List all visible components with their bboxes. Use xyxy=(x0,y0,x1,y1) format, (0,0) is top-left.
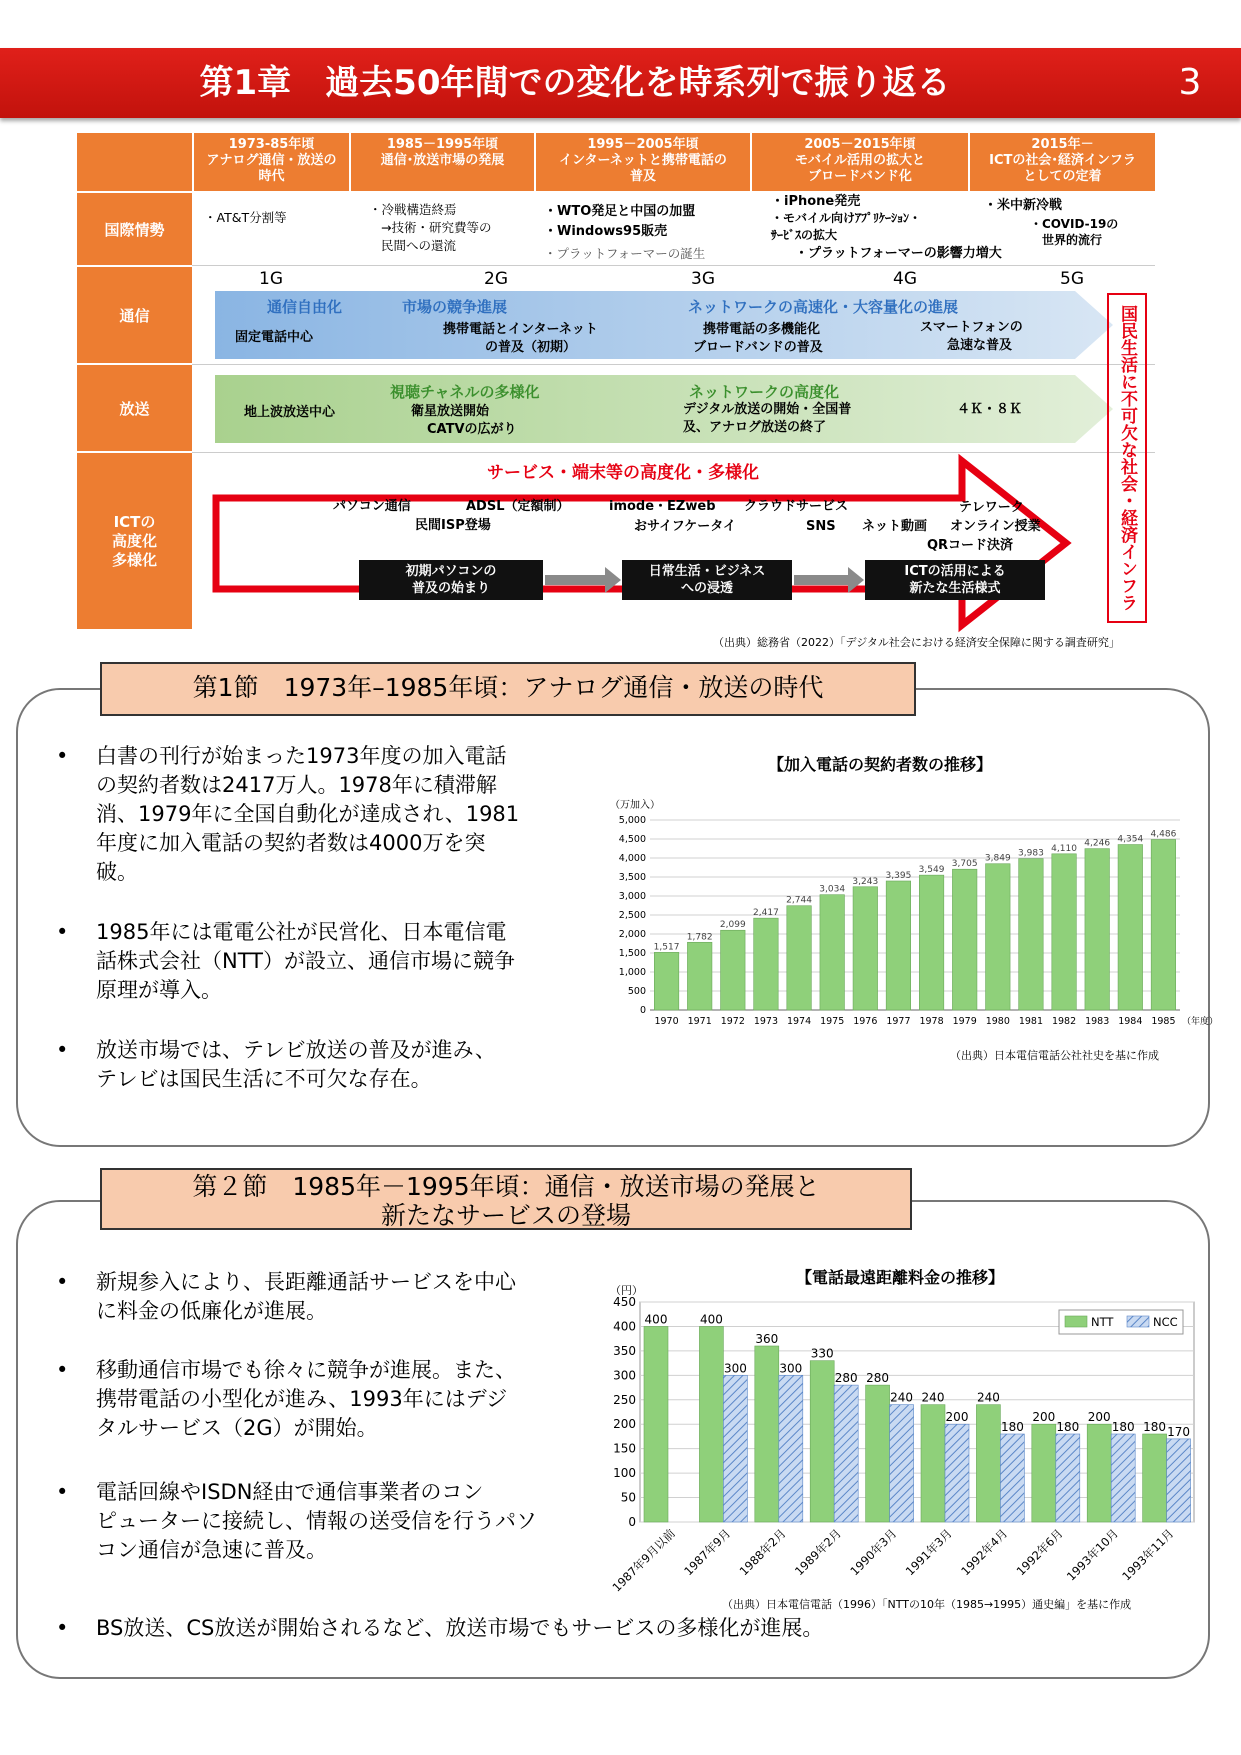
intl-note-4b: ・モバイル向けｱﾌﾟﾘｹｰｼｮﾝ・ xyxy=(771,211,922,225)
chart1-value-label: 3,705 xyxy=(951,859,978,870)
chart1-xtick: 1973 xyxy=(753,1016,779,1027)
chart2-value-label: 240 xyxy=(921,1390,945,1405)
chart2-value-label: 280 xyxy=(866,1371,890,1386)
chart2-bar-ncc xyxy=(779,1375,803,1522)
intl-note-3a: ・WTO発足と中国の加盟 xyxy=(544,204,696,219)
period-header-2: 1985－1995年頃 通信･放送市場の発展 xyxy=(351,133,534,191)
chart1-bar xyxy=(1118,845,1143,1010)
chart2-bar-ncc xyxy=(1111,1434,1135,1522)
chart2-ylabel: （円） xyxy=(610,1284,643,1297)
ict-stage-box-2: 日常生活・ビジネス への浸透 xyxy=(622,560,792,600)
page-number: 3 xyxy=(1178,62,1202,103)
ict-label-line1: ICTの xyxy=(113,512,156,531)
chart1-value-label: 3,849 xyxy=(984,853,1011,864)
intl-note-5b: ・COVID-19の xyxy=(1030,217,1119,231)
broadcast-item-3a: デジタル放送の開始・全国普 xyxy=(683,402,852,417)
telecom-item-2b: の普及（初期） xyxy=(485,340,577,355)
chart2-value-label: 330 xyxy=(810,1346,834,1361)
chart1-value-label: 2,099 xyxy=(719,920,746,931)
stage-connector-arrowhead xyxy=(605,567,621,593)
chart2-value-label: 180 xyxy=(1056,1420,1080,1434)
chart2-xtick: 1988年2月 xyxy=(736,1526,789,1579)
chart2-xtick: 1992年4月 xyxy=(958,1526,1011,1579)
chart2-bar-ntt xyxy=(866,1385,890,1522)
chart2-value-label: 180 xyxy=(1000,1420,1024,1434)
ict-service-pc-comm: パソコン通信 xyxy=(333,499,411,514)
chart1-value-label: 3,034 xyxy=(819,884,846,895)
section2-bullet-2: • 移動通信市場でも徐々に競争が進展。また、 携帯電話の小型化が進み、1993年にはデジ タルサービス（2G）が開始。 xyxy=(56,1358,516,1440)
chart2-value-label: 240 xyxy=(976,1390,1000,1405)
intl-note-1: ・AT&T分割等 xyxy=(204,210,287,225)
chart1-value-label: 3,243 xyxy=(852,876,879,887)
chart2-xtick: 1991年3月 xyxy=(902,1526,955,1579)
chart1-bar xyxy=(820,895,845,1010)
chart1-value-label: 3,983 xyxy=(1018,848,1044,859)
chart1-value-label: 4,110 xyxy=(1051,843,1077,854)
period-header-4: 2005－2015年頃 モバイル活用の拡大と ブロードバンド化 xyxy=(752,133,968,191)
chart1-xtick: 1982 xyxy=(1051,1016,1077,1027)
telecom-heading-3: ネットワークの高速化・大容量化の進展 xyxy=(688,298,959,316)
ict-label-line3: 多様化 xyxy=(111,550,157,569)
chart1-xlabel: （年度） xyxy=(1182,1017,1219,1027)
chart2-value-label: 280 xyxy=(834,1371,858,1386)
broadcast-item-1: 地上波放送中心 xyxy=(244,405,336,420)
intl-note-2b: →技術・研究費等の xyxy=(381,220,492,235)
chart2-value-label: 200 xyxy=(945,1410,969,1425)
chart1-xtick: 1979 xyxy=(952,1016,977,1027)
chart1-xtick: 1978 xyxy=(919,1016,944,1027)
telecom-item-3a: 携帯電話の多機能化 xyxy=(703,322,821,337)
chart1-bar xyxy=(721,930,746,1010)
broadcast-heading-1: 視聴チャネルの多様化 xyxy=(390,383,540,401)
chart2-ytick: 200 xyxy=(613,1417,636,1432)
chart1-xtick: 1985 xyxy=(1151,1016,1176,1027)
vertical-infra-label: 国民生活に不可欠な社会・経済インフラ xyxy=(1107,293,1147,623)
intl-note-2c: 民間への還流 xyxy=(381,238,457,253)
chart2-xtick: 1990年3月 xyxy=(847,1526,900,1579)
ict-stage-box-3: ICTの活用による 新たな生活様式 xyxy=(865,560,1045,600)
chart2-value-label: 240 xyxy=(890,1390,914,1405)
generation-3g: 3G xyxy=(691,269,715,289)
chart1-ytick: 3,500 xyxy=(618,872,646,883)
chart2-bar-ntt xyxy=(976,1405,1000,1522)
chart2-ytick: 0 xyxy=(628,1515,636,1529)
chart2-xtick: 1993年10月 xyxy=(1063,1526,1122,1584)
chart2-title: 【電話最遠距離料金の推移】 xyxy=(795,1268,1004,1287)
chart2-value-label: 360 xyxy=(755,1332,779,1346)
row-label-international: 国際情勢 xyxy=(77,193,192,265)
generation-4g: 4G xyxy=(893,269,917,289)
chart2-xtick: 1987年9月以前 xyxy=(609,1526,678,1595)
chart1-bar xyxy=(654,952,679,1010)
chart1-ytick: 3,000 xyxy=(618,891,646,902)
ict-service-osaifu: おサイフケータイ xyxy=(634,519,737,534)
chart1-value-label: 4,354 xyxy=(1117,834,1144,845)
telecom-item-1: 固定電話中心 xyxy=(235,330,314,345)
chart1-bar xyxy=(787,906,812,1010)
intl-note-2a: ・冷戦構造終焉 xyxy=(369,202,457,217)
broadcast-item-4: ４Ｋ・８Ｋ xyxy=(957,402,1023,417)
section2-bullet-3: • 電話回線やISDN経由で通信事業者のコン ピューターに接続し、情報の送受信を行うパソ コン通信が急速に普及。 xyxy=(56,1480,537,1562)
intl-note-5c: 世界的流行 xyxy=(1042,233,1103,247)
chart2-bar-ntt xyxy=(699,1326,723,1522)
chart2-bar-ncc xyxy=(723,1375,747,1522)
section2-bullet-4: • BS放送、CS放送が開始されるなど、放送市場でもサービスの多様化が進展。 xyxy=(56,1616,824,1640)
telecom-item-2a: 携帯電話とインターネット xyxy=(443,322,598,337)
chart1-ylabel: （万加入） xyxy=(610,800,660,811)
ict-service-imode: imode・EZweb xyxy=(609,499,716,514)
ict-service-qr: QRコード決済 xyxy=(927,538,1014,553)
chart2-bar-ncc xyxy=(1056,1434,1080,1522)
telecom-item-3b: ブロードバンドの普及 xyxy=(693,340,823,355)
chart2-bar-ntt xyxy=(755,1346,779,1522)
chart2-ytick: 350 xyxy=(613,1343,636,1358)
telecom-heading-2: 市場の競争進展 xyxy=(402,298,508,316)
chart1-bar xyxy=(853,887,878,1010)
section2-bullet-1: • 新規参入により、長距離通話サービスを中心 に料金の低廉化が進展。 xyxy=(56,1270,516,1323)
chart1-xtick: 1984 xyxy=(1118,1016,1143,1027)
intl-note-4a: ・iPhone発売 xyxy=(771,194,861,209)
chart1-value-label: 4,486 xyxy=(1150,829,1177,840)
chart2-legend-label: NCC xyxy=(1153,1315,1178,1329)
broadcast-item-2a: 衛星放送開始 xyxy=(411,404,490,419)
chart2-ytick: 50 xyxy=(620,1490,636,1505)
intl-note-5a: ・米中新冷戦 xyxy=(984,198,1063,213)
chart2-xtick: 1993年11月 xyxy=(1119,1526,1177,1584)
intl-note-3b: ・Windows95販売 xyxy=(544,224,668,239)
row-divider xyxy=(192,265,1155,266)
chart1-xtick: 1980 xyxy=(985,1016,1010,1027)
page-title: 第1章 過去50年間での変化を時系列で振り返る xyxy=(199,63,951,103)
chart2-value-label: 170 xyxy=(1167,1424,1191,1439)
timeline-table xyxy=(77,133,1155,629)
timeline-corner xyxy=(77,133,192,191)
row-label-telecom: 通信 xyxy=(77,267,192,363)
chart1-bar xyxy=(754,918,779,1010)
ict-service-sns: SNS xyxy=(806,519,836,534)
chart2-ytick: 100 xyxy=(613,1466,636,1481)
chart2-ytick: 400 xyxy=(613,1319,636,1334)
chart2-xtick: 1989年2月 xyxy=(791,1526,845,1579)
ict-service-video: ネット動画 xyxy=(862,519,928,534)
chart1-value-label: 3,395 xyxy=(885,870,912,881)
chart1-bar xyxy=(986,864,1011,1010)
chart1-bar xyxy=(1019,859,1044,1010)
chart1-ytick: 2,500 xyxy=(618,910,646,921)
chart1-xtick: 1977 xyxy=(886,1016,911,1027)
chart2-value-label: 200 xyxy=(1087,1410,1111,1425)
chart2-value-label: 180 xyxy=(1111,1420,1135,1434)
chart1-ytick: 5,000 xyxy=(618,815,646,826)
section1-bullet-2: • 1985年には電電公社が民営化、日本電信電 話株式会社（NTT）が設立、通信市場に競争 原理が導入。 xyxy=(56,920,515,1002)
timeline-source: （出典）総務省（2022）「デジタル社会における経済安全保障に関する調査研究」 xyxy=(713,636,1120,649)
chart2-value-label: 300 xyxy=(723,1361,747,1376)
chart1-value-label: 1,517 xyxy=(653,942,680,953)
chart1-xtick: 1983 xyxy=(1085,1016,1110,1027)
chart2-bar-ntt xyxy=(1032,1424,1056,1522)
chart1-ytick: 1,000 xyxy=(618,967,646,978)
chart2-bar-ntt xyxy=(1087,1424,1111,1522)
chart2-ytick: 450 xyxy=(613,1295,636,1309)
chart1-xtick: 1970 xyxy=(654,1016,679,1027)
intl-note-3c: ・プラットフォーマーの誕生 xyxy=(544,246,706,261)
chart2-ytick: 250 xyxy=(613,1392,636,1407)
chart2-xtick: 1992年6月 xyxy=(1013,1526,1066,1579)
chart2-value-label: 400 xyxy=(699,1312,723,1327)
telecom-heading-1: 通信自由化 xyxy=(267,298,343,316)
chart2-bar-ncc xyxy=(945,1424,969,1522)
intl-note-4d: ・プラットフォーマーの影響力増大 xyxy=(795,246,1002,261)
chart1-xtick: 1972 xyxy=(720,1016,745,1027)
generation-1g: 1G xyxy=(259,269,283,289)
chart1-xtick: 1981 xyxy=(1018,1016,1044,1027)
chart2-bar-ntt xyxy=(644,1326,668,1522)
stage-connector-arrow xyxy=(794,575,850,585)
chart1-bar xyxy=(886,881,911,1010)
chart2-bar-ncc xyxy=(1000,1434,1024,1522)
chart1-value-label: 1,782 xyxy=(686,932,713,943)
chart2-ytick: 150 xyxy=(613,1441,636,1456)
chart2-legend-swatch xyxy=(1127,1316,1149,1327)
chart1-ytick: 1,500 xyxy=(618,948,646,959)
ict-service-telework: テレワーク xyxy=(959,500,1024,515)
section1-bullet-1: • 白書の刊行が始まった1973年度の加入電話 の契約者数は2417万人。1978年に積滞解 消、1979年に全国自動化が達成され、1981 年度に加入電話の契約者数は4000万を突 破。 xyxy=(56,744,520,884)
chart1-value-label: 4,246 xyxy=(1084,838,1111,849)
broadcast-heading-2: ネットワークの高度化 xyxy=(689,383,840,401)
chart1-xtick: 1975 xyxy=(820,1016,845,1027)
chart1-xtick: 1971 xyxy=(687,1016,712,1027)
intl-note-4c: ｻｰﾋﾞｽの拡大 xyxy=(771,228,838,242)
chart1-bar xyxy=(952,869,977,1010)
stage-connector-arrowhead xyxy=(848,567,864,593)
telecom-item-4a: スマートフォンの xyxy=(920,320,1023,335)
chart2-xtick: 1987年9月 xyxy=(681,1526,734,1579)
ict-service-isp: 民間ISP登場 xyxy=(415,518,491,533)
generation-5g: 5G xyxy=(1060,269,1084,289)
chart2-bar-ncc xyxy=(890,1405,914,1522)
chart2-bar-ntt xyxy=(921,1405,945,1522)
broadcast-item-3b: 及、アナログ放送の終了 xyxy=(683,420,827,435)
chart2-source: （出典）日本電信電話（1996）「NTTの10年（1985→1995）通史編」を基に作成 xyxy=(722,1598,1132,1611)
generation-2g: 2G xyxy=(484,269,508,289)
ict-arrow-label: サービス・端末等の高度化・多様化 xyxy=(487,463,759,483)
chart2-ytick: 300 xyxy=(613,1368,636,1383)
chart1-ytick: 4,000 xyxy=(618,853,646,864)
period-header-3: 1995－2005年頃 インターネットと携帯電話の 普及 xyxy=(536,133,750,191)
subscriber-chart xyxy=(600,790,1219,1035)
chart1-value-label: 3,549 xyxy=(918,865,945,876)
chart1-ytick: 500 xyxy=(627,986,646,997)
ict-service-adsl: ADSL（定額制） xyxy=(466,499,570,514)
chart1-ytick: 2,000 xyxy=(618,929,646,940)
chart1-bar xyxy=(1085,849,1110,1010)
chart2-value-label: 400 xyxy=(644,1312,668,1327)
chart2-value-label: 180 xyxy=(1143,1420,1167,1434)
chart1-bar xyxy=(1052,854,1077,1010)
telecom-item-4b: 急速な普及 xyxy=(947,338,1013,353)
stage-connector-arrow xyxy=(545,575,607,585)
chart2-legend-label: NTT xyxy=(1091,1315,1114,1329)
chart1-bar xyxy=(1151,840,1176,1010)
chart1-value-label: 2,417 xyxy=(753,908,779,919)
distance-fee-chart xyxy=(600,1280,1200,1600)
ict-service-online-class: オンライン授業 xyxy=(950,519,1041,534)
row-label-broadcast: 放送 xyxy=(77,365,192,451)
chart2-bar-ntt xyxy=(810,1361,834,1522)
section1-bullet-3: • 放送市場では、テレビ放送の普及が進み、 テレビは国民生活に不可欠な存在。 xyxy=(56,1038,496,1091)
chart1-xtick: 1974 xyxy=(786,1016,812,1027)
chart2-legend-swatch xyxy=(1065,1316,1087,1327)
row-divider xyxy=(192,364,1155,365)
section2-heading: 第２節 1985年－1995年頃：通信・放送市場の発展と 新たなサービスの登場 xyxy=(100,1168,912,1230)
chart1-value-label: 2,744 xyxy=(786,895,812,906)
chart2-value-label: 200 xyxy=(1032,1410,1056,1425)
broadcast-item-2b: CATVの広がり xyxy=(427,422,517,437)
chart2-bar-ncc xyxy=(834,1385,858,1522)
chart1-ytick: 4,500 xyxy=(618,834,646,845)
row-label-ict xyxy=(77,453,192,629)
chart1-xtick: 1976 xyxy=(853,1016,878,1027)
ict-service-cloud: クラウドサービス xyxy=(744,499,849,514)
section1-heading: 第1節 1973年–1985年頃：アナログ通信・放送の時代 xyxy=(100,662,916,716)
period-header-1: 1973-85年頃 アナログ通信・放送の 時代 xyxy=(194,133,349,191)
chart1-bar xyxy=(919,875,944,1010)
chart1-ytick: 0 xyxy=(639,1005,646,1016)
ict-stage-box-1: 初期パソコンの 普及の始まり xyxy=(359,560,543,600)
chart2-bar-ncc xyxy=(1167,1439,1191,1522)
chart1-source: （出典）日本電信電話公社社史を基に作成 xyxy=(950,1049,1159,1062)
period-header-5: 2015年－ ICTの社会･経済インフラ としての定着 xyxy=(970,133,1155,191)
ict-label-line2: 高度化 xyxy=(111,531,157,550)
chart2-bar-ntt xyxy=(1143,1434,1167,1522)
chart2-value-label: 300 xyxy=(779,1361,803,1376)
chart1-bar xyxy=(687,942,712,1010)
chart1-title: 【加入電話の契約者数の推移】 xyxy=(767,755,992,774)
